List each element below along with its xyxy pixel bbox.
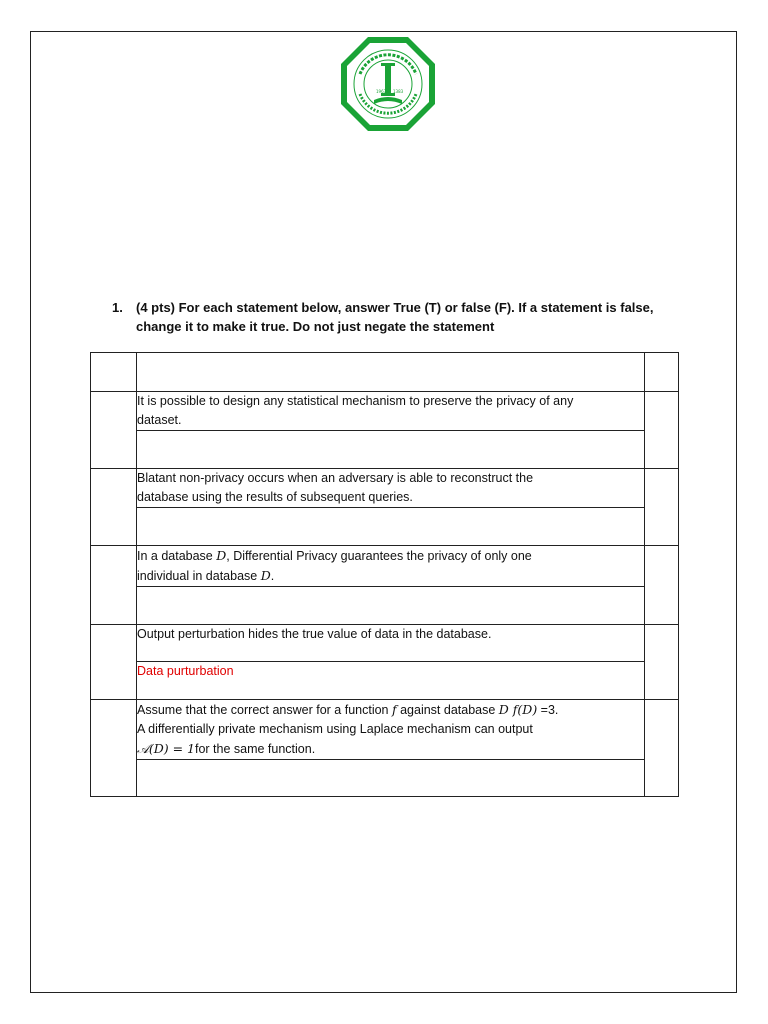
tf-answer-cell[interactable]	[645, 625, 679, 700]
row-number-cell	[91, 546, 137, 625]
row-number-cell	[91, 392, 137, 469]
question-text-line2: change it to make it true. Do not just negate the statement	[136, 319, 495, 334]
statement-cell: Assume that the correct answer for a function f against database D f(D) =3. A differentially private mechanism using Laplace mechanism can output 𝒜(D) = 1for the same function.	[137, 700, 645, 760]
tf-answer-cell[interactable]	[645, 392, 679, 469]
header-cell-number	[91, 353, 137, 392]
true-false-table	[90, 352, 679, 797]
correction-cell[interactable]	[137, 662, 645, 700]
row-number-cell	[91, 625, 137, 700]
statement-cell: In a database D, Differential Privacy guarantees the privacy of only one individual in database D.	[137, 546, 645, 587]
statement-cell: It is possible to design any statistical mechanism to preserve the privacy of any dataset.	[137, 392, 645, 431]
question-number: 1.	[112, 300, 123, 315]
tf-answer-cell[interactable]	[645, 546, 679, 625]
row-number-cell	[91, 469, 137, 546]
correction-cell[interactable]	[137, 508, 645, 546]
correction-cell[interactable]	[137, 587, 645, 625]
tf-answer-cell[interactable]	[645, 700, 679, 797]
university-seal-icon	[338, 34, 438, 134]
correction-text: Data purturbation	[137, 664, 234, 678]
svg-text:1383: 1383	[393, 89, 404, 94]
correction-cell[interactable]	[137, 760, 645, 797]
question-text-line1: (4 pts) For each statement below, answer True (T) or false (F). If a statement is false,	[136, 300, 654, 315]
header-cell-tf	[645, 353, 679, 392]
tf-answer-cell[interactable]	[645, 469, 679, 546]
correction-cell[interactable]	[137, 431, 645, 469]
svg-text:1963: 1963	[376, 89, 387, 94]
header-cell-statement	[137, 353, 645, 392]
row-number-cell	[91, 700, 137, 797]
statement-cell: Blatant non-privacy occurs when an adversary is able to reconstruct the database using the results of subsequent queries.	[137, 469, 645, 508]
statement-cell: Output perturbation hides the true value of data in the database.	[137, 625, 645, 662]
